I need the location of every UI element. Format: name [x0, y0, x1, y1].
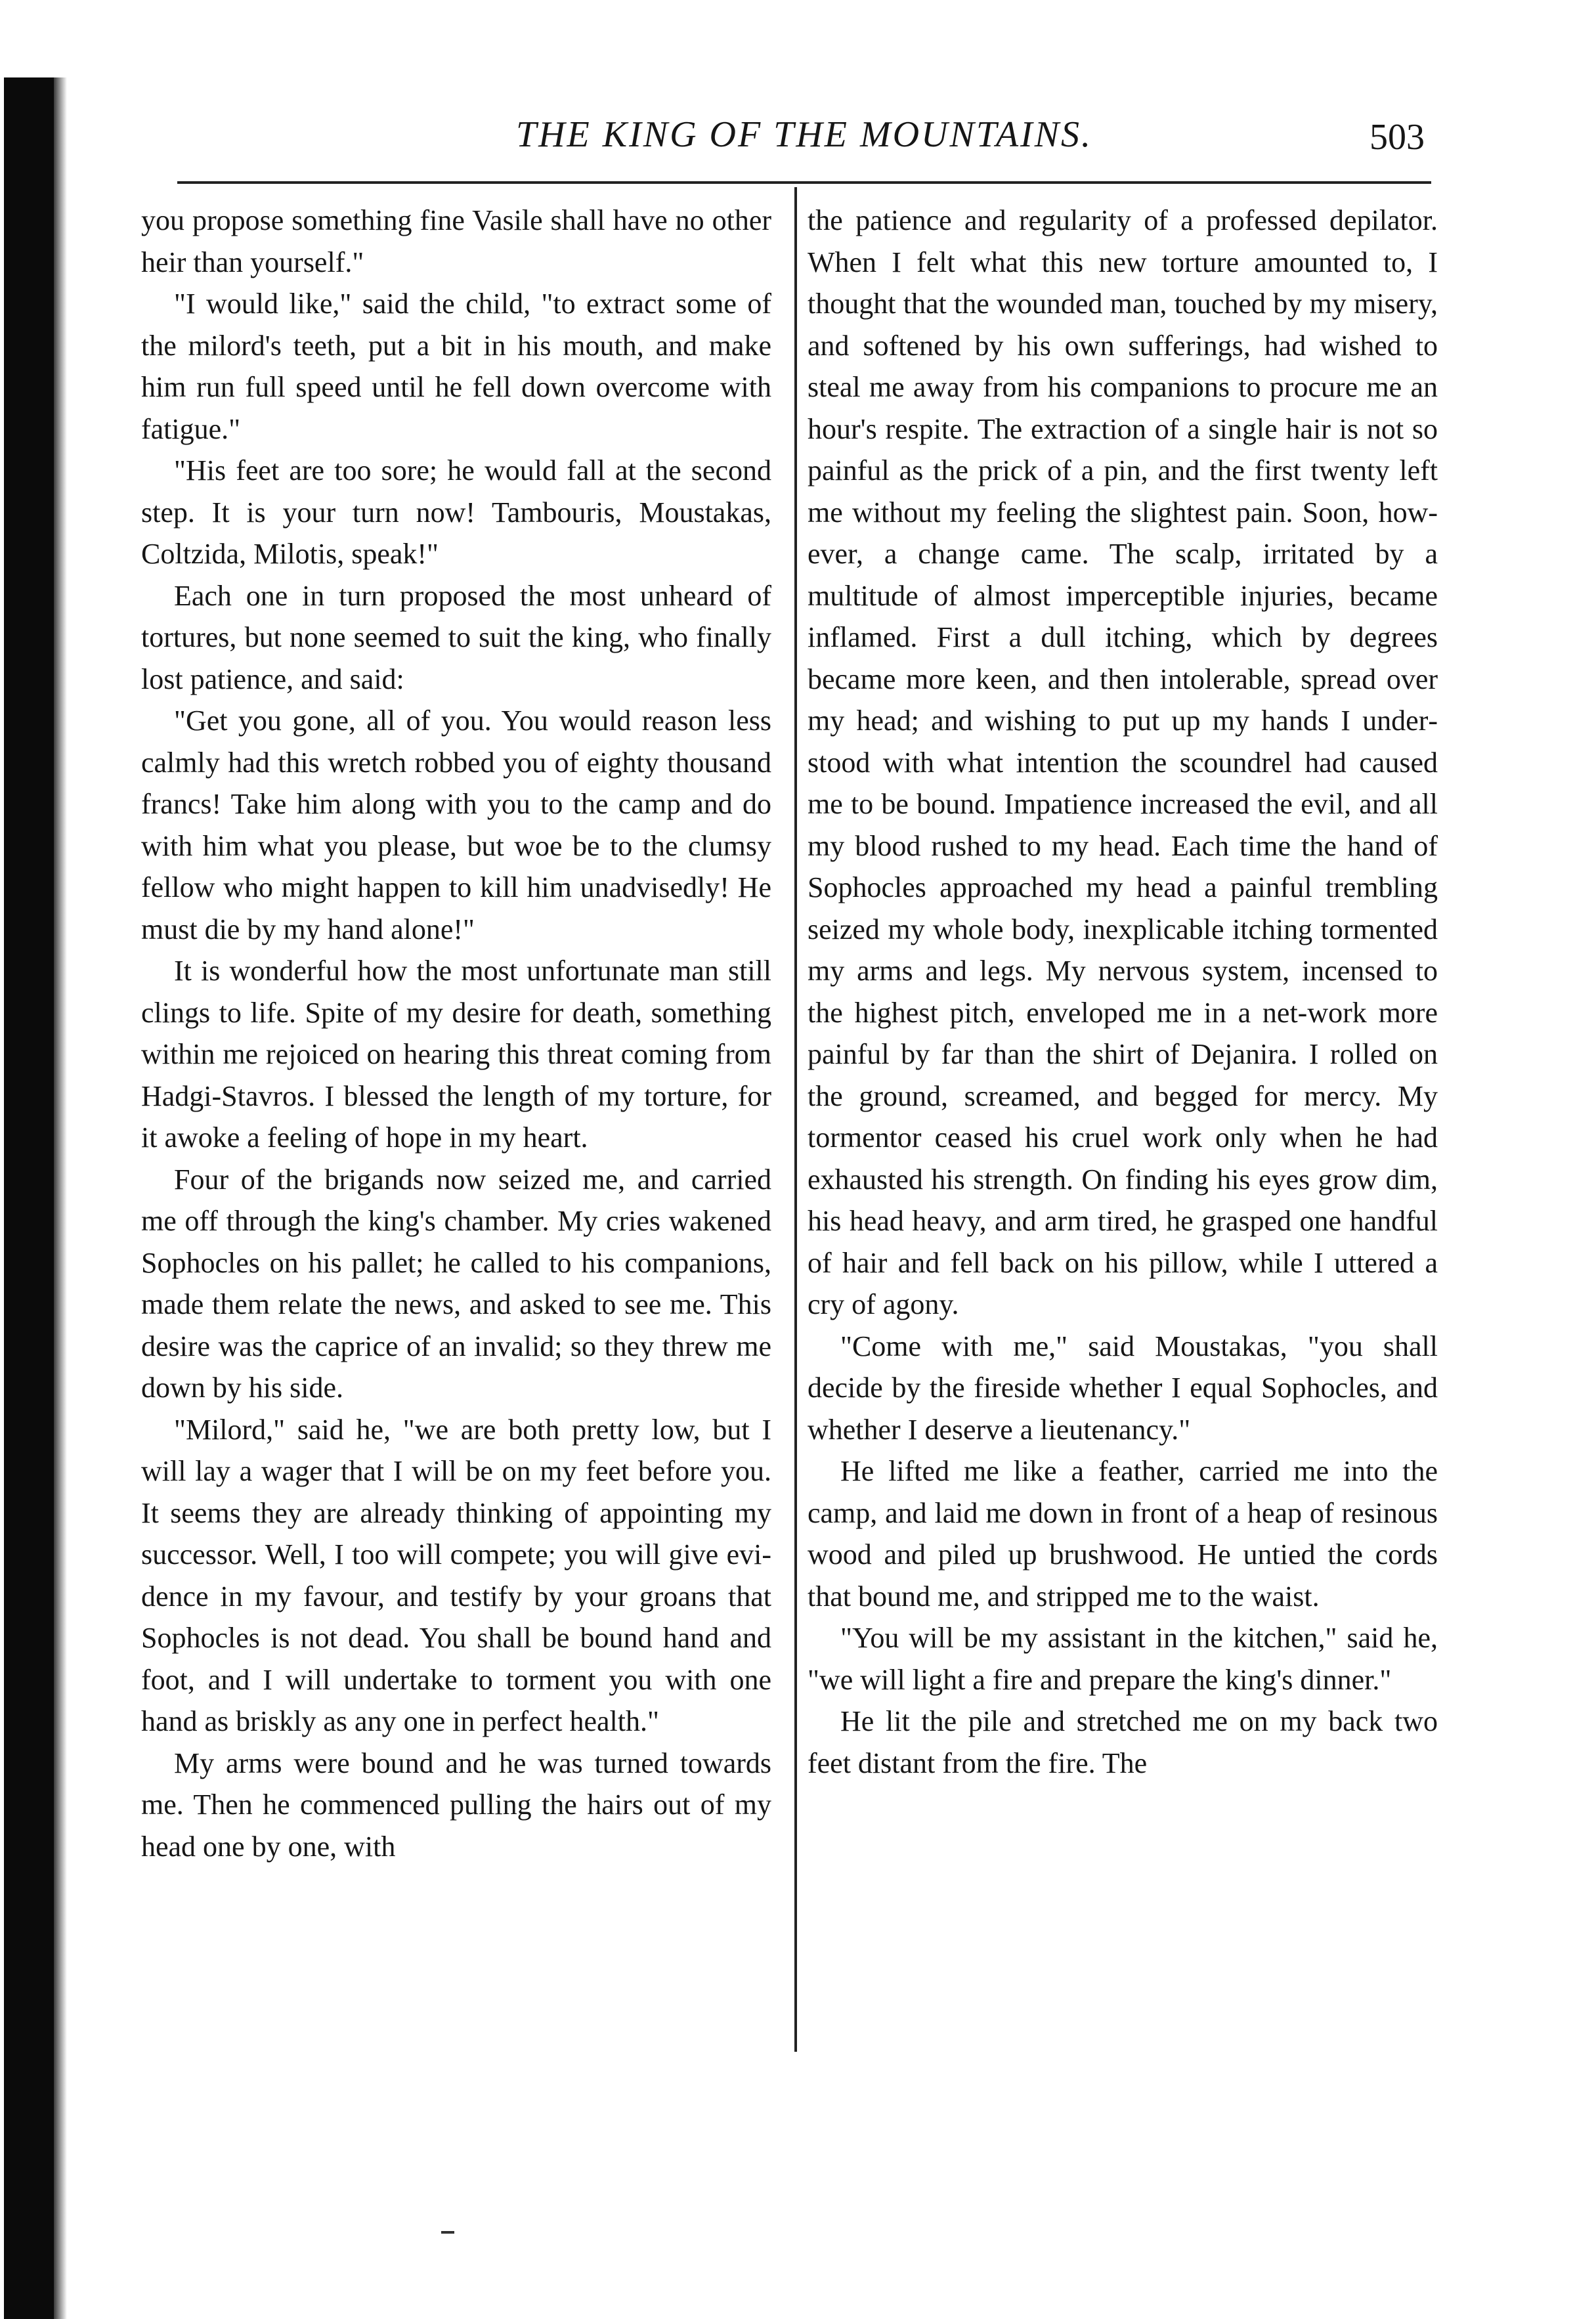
paragraph: "I would like," said the child, "to extract some of the milord's teeth, put a bit in his mouth, and make him run full speed until he fell down overcome with fatigue." — [141, 288, 771, 445]
paragraph: "You will be my assistant in the kitchen," said he, "we will light a fire and prepare the king's dinner." — [808, 1622, 1438, 1696]
paragraph: Four of the brigands now seized me, and carried me off through the king's chamber. My cries wakened Sophocles on his pallet; he called to his companions, made them relate the news, and asked to see me. This desire was the caprice of an invalid; so they threw me down by his side. — [141, 1163, 771, 1404]
paragraph: It is wonderful how the most unfortunate man still clings to life. Spite of my desire for death, something within me rejoiced on hearing this threat coming from Hadgi-Stavros. I blessed the length of my torture, for it awoke a feeling of hope in my heart. — [141, 955, 771, 1154]
right-column — [808, 200, 1438, 2077]
paragraph: He lifted me like a feather, carried me into the camp, and laid me down in front of a heap of resinous wood and piled up brushwood. He untied the cords that bound me, and stripped me to the waist. — [808, 1455, 1438, 1613]
paragraph: He lit the pile and stretched me on my back two feet distant from the fire. The — [808, 1705, 1438, 1779]
paragraph: "His feet are too sore; he would fall at the second step. It is your turn now! Tambouris, Moustakas, Coltzida, Milotis, speak!" — [141, 454, 771, 570]
header-rule — [177, 181, 1431, 184]
paragraph: "Get you gone, all of you. You would reason less calmly had this wretch robbed you of eighty thousand francs! Take him along with you to the camp and do with him what you please, but woe be to the clumsy fellow who might happen to kill him unadvisedly! He must die by my hand alone!" — [141, 704, 771, 945]
binding-shadow — [4, 77, 54, 2319]
binding-shadow-edge — [54, 77, 67, 2319]
paragraph: "Milord," said he, "we are both pretty low, but I will lay a wager that I will be on my feet before you. It seems they are already thinking of appointing my successor. Well, I too will compete; you will give evidence in my favour, and testify by your groans that Sophocles is not dead. You shall be bound hand and foot, and I will undertake to torment you with one hand as briskly as any one in perfect health." — [141, 1413, 771, 1737]
left-column — [141, 200, 771, 2077]
column-divider — [794, 187, 797, 2052]
page-header — [177, 108, 1431, 167]
paragraph: Each one in turn proposed the most unheard of tortures, but none seemed to suit the king, who finally lost patience, and said: — [141, 579, 771, 695]
paragraph: My arms were bound and he was turned towards me. Then he commenced pulling the hairs out of my head one by one, with — [141, 1746, 771, 1863]
paragraph: the patience and regularity of a professed depilator. When I felt what this new torture amounted to, I thought that the wounded man, touched by my misery, and softened by his own sufferings, had wished to steal me away from his companions to procure me an hour's respite. The extraction of a single hair is not so painful as the prick of a pin, and the first twenty left me without my feeling the slightest pain. Soon, however, a change came. The scalp, irritated by a multitude of almost imperceptible injuries, became inflamed. First a dull itching, which by degrees became more keen, and then intolerable, spread over my head; and wishing to put up my hands I understood with what intention the scoundrel had caused me to be bound. Impatience increased the evil, and all my blood rushed to my head. Each time the hand of Sophocles approached my head a painful trembling seized my whole body, inexplicable itching tormented my arms and legs. My nervous system, incensed to the highest pitch, enveloped me in a net-work more painful by far than the shirt of Dejanira. I rolled on the ground, screamed, and begged for mercy. My tormentor ceased his cruel work only when he had exhausted his strength. On finding his eyes grow dim, his head heavy, and arm tired, he grasped one handful of hair and fell back on his pillow, while I uttered a cry of agony. — [808, 204, 1438, 1320]
paragraph: "Come with me," said Moustakas, "you shall decide by the fireside whether I equal Sophocles, and whether I deserve a lieutenancy." — [808, 1330, 1438, 1446]
page-number: 503 — [1370, 117, 1425, 158]
running-title: THE KING OF THE MOUNTAINS. — [515, 114, 1093, 155]
print-mark — [441, 2231, 454, 2234]
paragraph: you propose something fine Vasile shall have no other heir than yourself." — [141, 204, 771, 278]
